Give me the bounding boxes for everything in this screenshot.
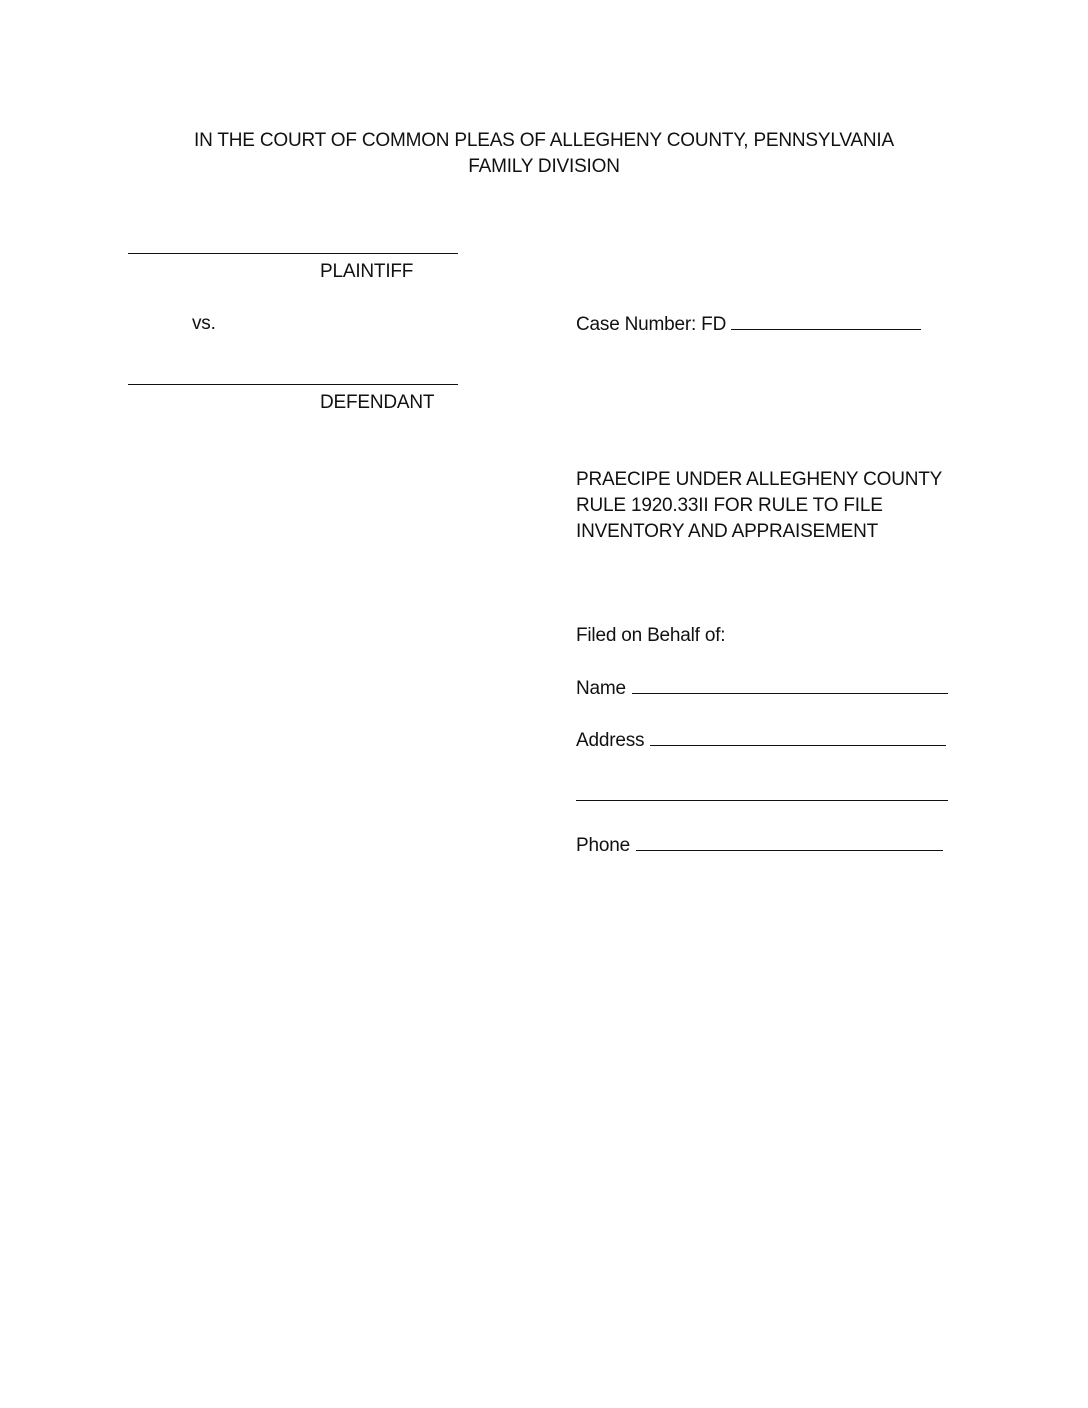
phone-row bbox=[576, 832, 943, 859]
court-heading: IN THE COURT OF COMMON PLEAS OF ALLEGHENY COUNTY, PENNSYLVANIA bbox=[194, 130, 894, 151]
name-row bbox=[576, 675, 948, 702]
address-field[interactable] bbox=[650, 727, 946, 746]
division-heading: FAMILY DIVISION bbox=[468, 156, 620, 177]
document-title-line-1: PRAECIPE UNDER ALLEGHENY COUNTY bbox=[576, 469, 943, 490]
address-row bbox=[576, 727, 946, 754]
address-label: Address bbox=[576, 730, 645, 751]
defendant-signature-line[interactable] bbox=[128, 384, 458, 385]
name-field[interactable] bbox=[632, 675, 948, 694]
plaintiff-signature-line[interactable] bbox=[128, 253, 458, 254]
document-title-line-2: RULE 1920.33II FOR RULE TO FILE bbox=[576, 495, 883, 516]
case-number-label: Case Number: FD bbox=[576, 314, 727, 335]
case-number-row bbox=[576, 311, 921, 338]
case-number-field[interactable] bbox=[731, 311, 921, 330]
phone-label: Phone bbox=[576, 835, 630, 856]
defendant-label: DEFENDANT bbox=[320, 392, 435, 413]
versus-label: vs. bbox=[192, 313, 216, 334]
filed-on-behalf-label: Filed on Behalf of: bbox=[576, 625, 726, 646]
document-title-line-3: INVENTORY AND APPRAISEMENT bbox=[576, 521, 879, 542]
phone-field[interactable] bbox=[636, 832, 943, 851]
address-second-line[interactable] bbox=[576, 800, 948, 801]
plaintiff-label: PLAINTIFF bbox=[320, 261, 414, 282]
name-label: Name bbox=[576, 678, 626, 699]
